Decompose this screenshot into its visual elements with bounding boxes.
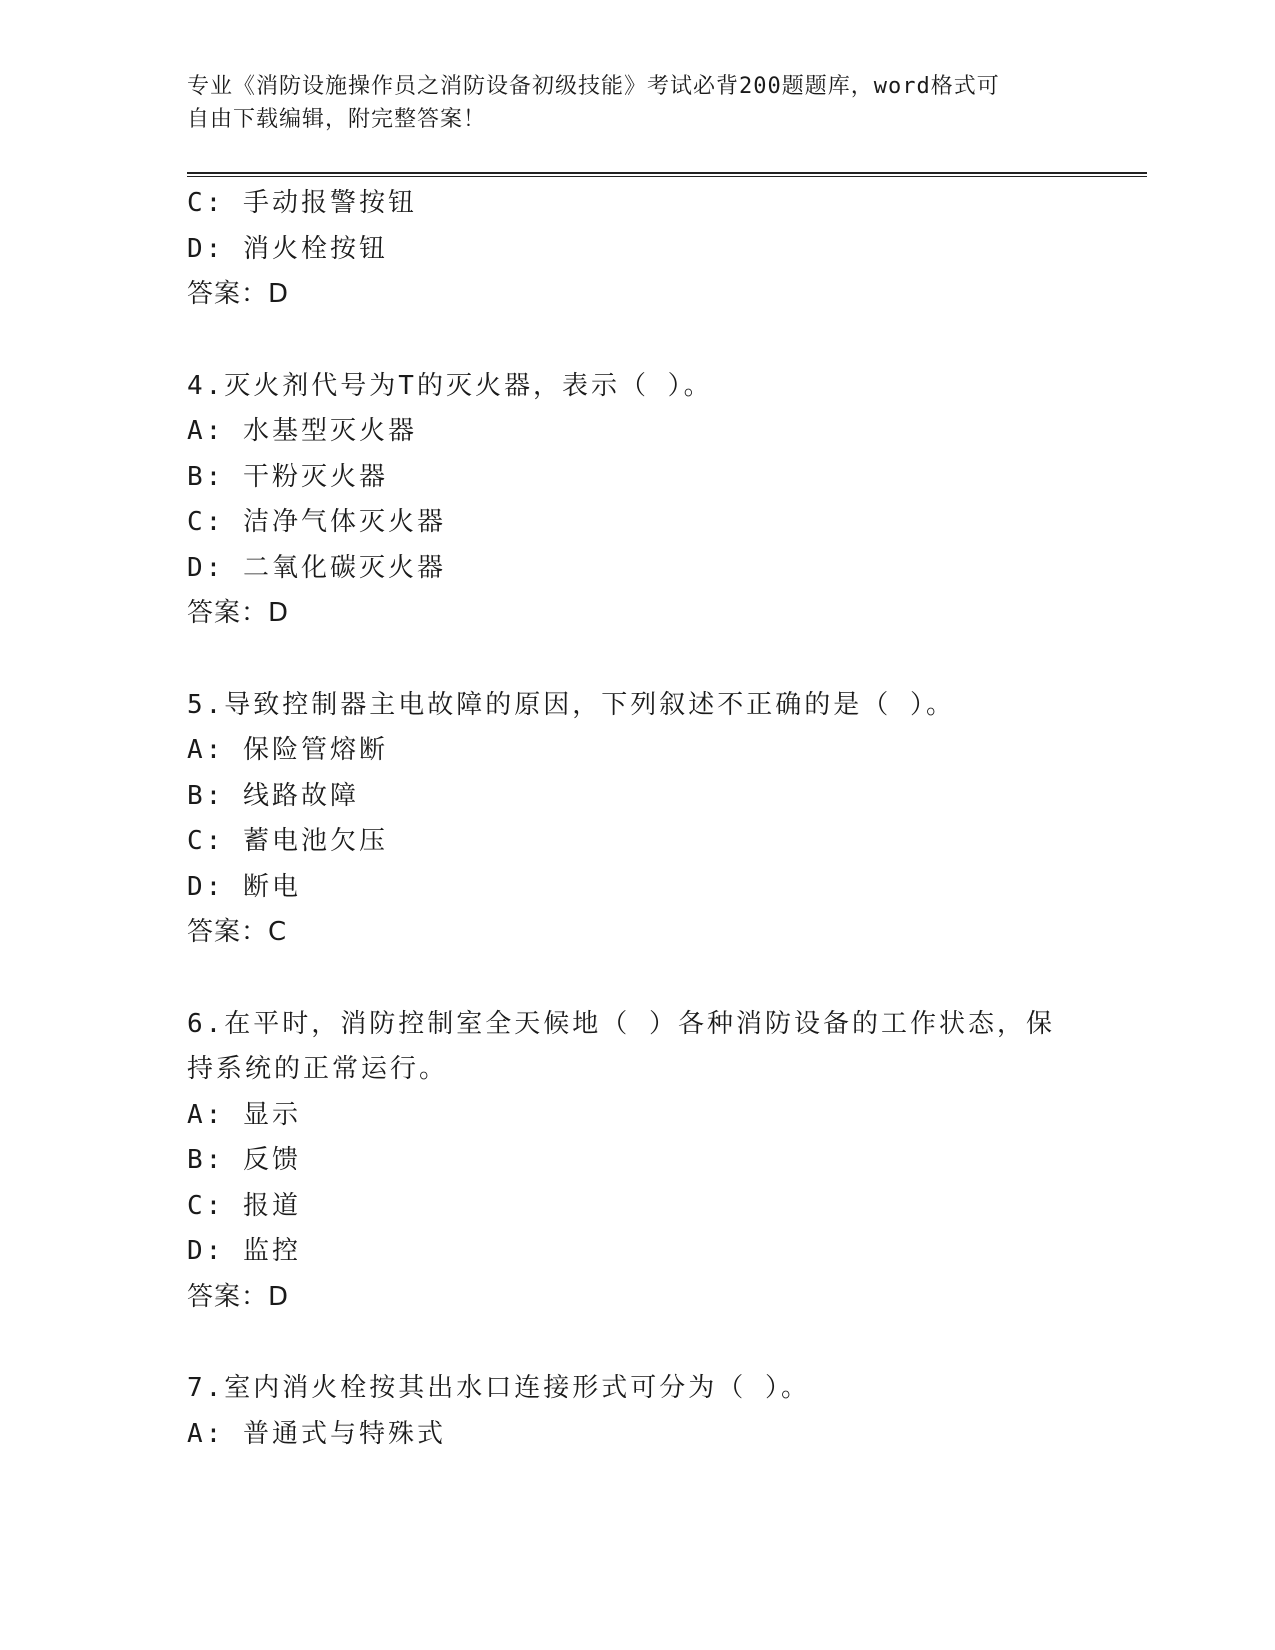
spacer xyxy=(187,637,1147,683)
question-block xyxy=(187,1002,1147,1321)
answer-line: 答案：D xyxy=(187,598,290,628)
question-stem: 7.室内消火栓按其出水口连接形式可分为（ ）。 xyxy=(187,1373,810,1403)
question-stem: 4.灭火剂代号为T的灭火器，表示（ ）。 xyxy=(187,370,713,401)
option-c: C: 洁净气体灭火器 xyxy=(187,507,446,537)
option-d: D: 消火栓按钮 xyxy=(187,233,388,264)
option-b: B: 干粉灭火器 xyxy=(187,461,388,492)
question-stem-continued: 持系统的正常运行。 xyxy=(187,1054,449,1084)
header-double-rule xyxy=(187,172,1147,177)
option-c: C: 手动报警按钮 xyxy=(187,188,417,218)
option-d: D: 监控 xyxy=(187,1236,301,1266)
option-b: B: 线路故障 xyxy=(187,780,359,811)
option-c: C: 蓄电池欠压 xyxy=(187,826,388,856)
question-block xyxy=(187,683,1147,956)
option-a: A: 水基型灭火器 xyxy=(187,416,417,446)
document-page xyxy=(187,70,1147,1457)
spacer xyxy=(187,318,1147,364)
option-a: A: 显示 xyxy=(187,1099,301,1130)
option-d: D: 断电 xyxy=(187,871,301,902)
answer-line: 答案：C xyxy=(187,917,288,947)
spacer xyxy=(187,1320,1147,1366)
option-b: B: 反馈 xyxy=(187,1145,301,1175)
option-c: C: 报道 xyxy=(187,1190,301,1221)
question-stem: 6.在平时，消防控制室全天候地（ ）各种消防设备的工作状态，保 xyxy=(187,1008,1055,1039)
question-content xyxy=(187,181,1147,1457)
option-a: A: 保险管熔断 xyxy=(187,735,388,765)
option-d: D: 二氧化碳灭火器 xyxy=(187,552,446,583)
answer-line: 答案：D xyxy=(187,1281,290,1312)
question-stem: 5.导致控制器主电故障的原因，下列叙述不正确的是（ ）。 xyxy=(187,689,955,720)
option-a: A: 普通式与特殊式 xyxy=(187,1418,446,1449)
spacer xyxy=(187,956,1147,1002)
question-block xyxy=(187,364,1147,637)
question-block xyxy=(187,1366,1147,1457)
document-title-line-2: 自由下载编辑，附完整答案！ xyxy=(187,107,487,132)
document-title-line-1: 专业《消防设施操作员之消防设备初级技能》考试必背200题题库，word格式可 xyxy=(187,74,1000,99)
answer-line: 答案：D xyxy=(187,279,290,309)
